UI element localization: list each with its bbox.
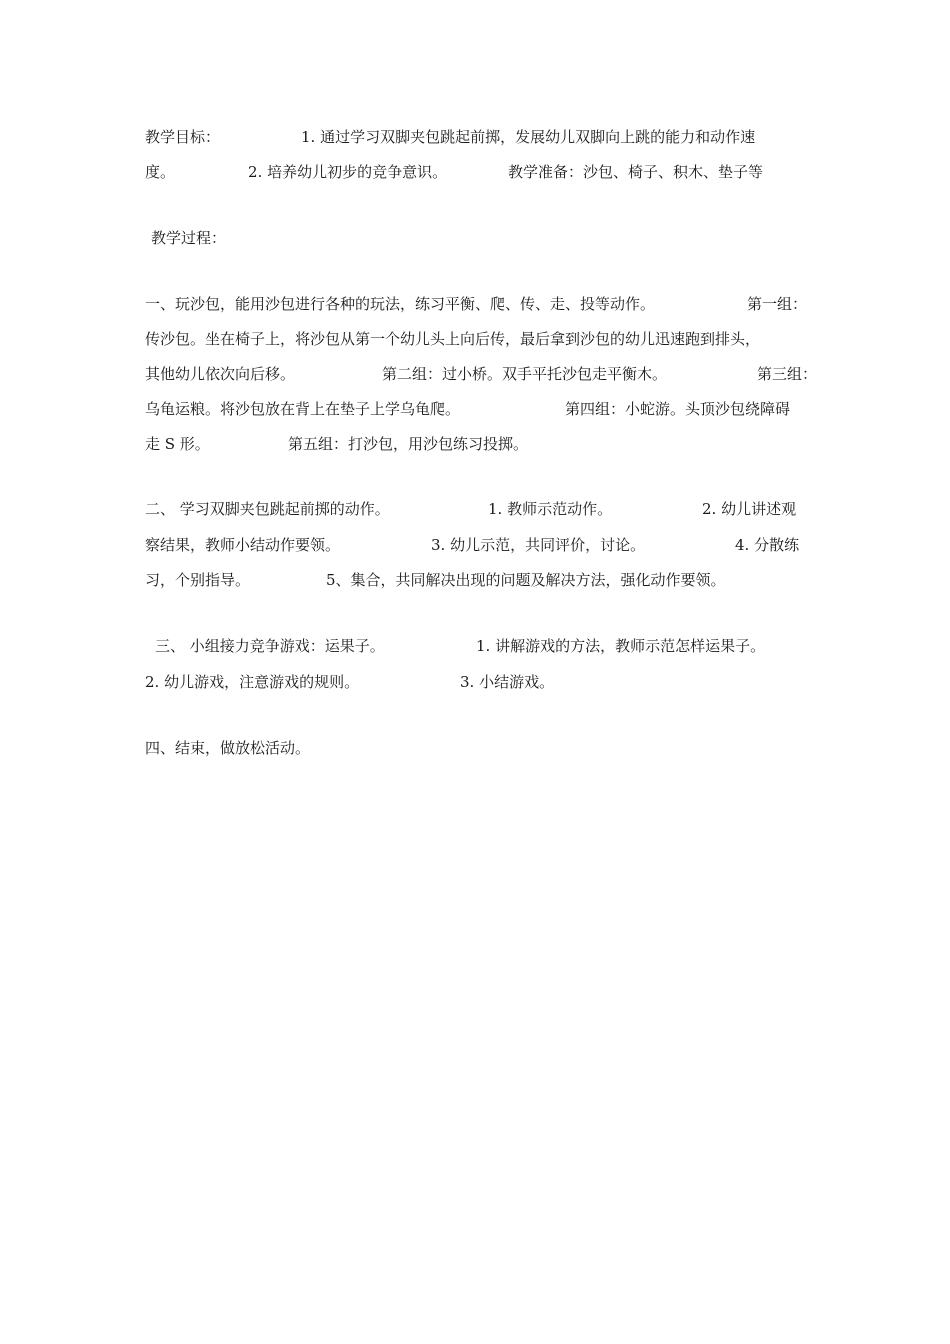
section2-title: 二、 学习双脚夹包跳起前掷的动作。 [145, 500, 390, 518]
section4-title: 四、结束，做放松活动。 [145, 739, 311, 757]
section1-line-5 [145, 435, 529, 507]
process-heading-line [145, 229, 227, 283]
section2-step-2-cont: 察结果，教师小结动作要领。 [145, 536, 341, 554]
section4-line-1 [145, 739, 311, 793]
group1-text-cont: 其他幼儿依次向后移。 [145, 365, 296, 383]
section3-line-2 [145, 673, 555, 745]
objective-item-1-cont: 度。 [145, 163, 176, 181]
section3-step-3: 3. 小结游戏。 [460, 673, 555, 691]
group1-label: 第一组： [747, 295, 808, 313]
section2-step-1: 1. 教师示范动作。 [488, 500, 613, 518]
section1-title: 一、玩沙包，能用沙包进行各种的玩法，练习平衡、爬、传、走、投等动作。 [145, 295, 656, 313]
objective-item-1: 1. 通过学习双脚夹包跳起前掷，发展幼儿双脚向上跳的能力和动作速 [301, 128, 756, 146]
section2-step-5: 5、集合，共同解决出现的问题及解决方法，强化动作要领。 [326, 571, 726, 589]
group5-text: 第五组：打沙包，用沙包练习投掷。 [288, 435, 529, 453]
group1-text: 传沙包。坐在椅子上，将沙包从第一个幼儿头上向后传，最后拿到沙包的幼儿迅速跑到排头， [145, 330, 761, 348]
section2-step-3: 3. 幼儿示范，共同评价，讨论。 [431, 536, 646, 554]
group4-text-cont: 走 S 形。 [145, 435, 210, 453]
section2-step-4-cont: 习，个别指导。 [145, 571, 251, 589]
objective-item-2: 2. 培养幼儿初步的竞争意识。 [248, 163, 448, 181]
group3-label: 第三组： [757, 365, 818, 383]
group2-text: 第二组：过小桥。双手平托沙包走平衡木。 [382, 365, 668, 383]
section3-title: 三、 小组接力竞争游戏：运果子。 [155, 637, 385, 655]
group4-text: 第四组：小蛇游。头顶沙包绕障碍 [565, 400, 791, 418]
section3-step-2: 2. 幼儿游戏，注意游戏的规则。 [145, 673, 360, 691]
objectives-label: 教学目标： [145, 128, 221, 146]
section2-line-3 [145, 571, 726, 643]
process-heading: 教学过程： [151, 229, 227, 247]
section2-step-2: 2. 幼儿讲述观 [702, 500, 797, 518]
teaching-preparation: 教学准备：沙包、椅子、积木、垫子等 [508, 163, 764, 181]
section2-step-4: 4. 分散练 [735, 536, 800, 554]
group3-text: 乌龟运粮。将沙包放在背上在垫子上学乌龟爬。 [145, 400, 461, 418]
section3-step-1: 1. 讲解游戏的方法，教师示范怎样运果子。 [476, 637, 766, 655]
